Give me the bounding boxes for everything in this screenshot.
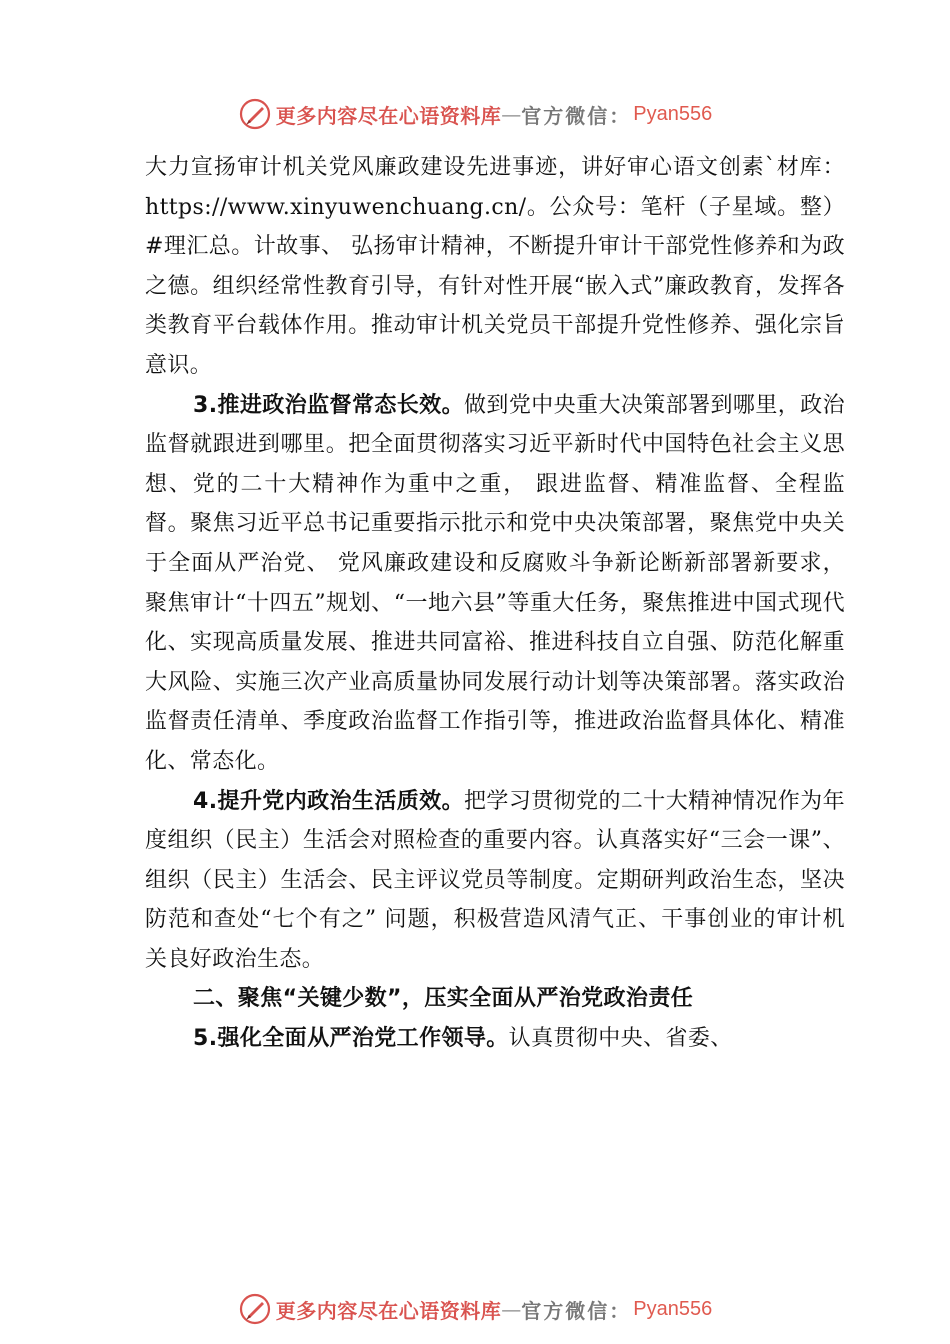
- footer-promo-text: 更多内容尽在心语资料库: [275, 1298, 502, 1323]
- footer-wechat-label: 官方微信：: [521, 1298, 632, 1323]
- paragraph-party-life: [145, 782, 845, 980]
- header-wechat-label: 官方微信：: [521, 103, 632, 128]
- footer-banner: [0, 1287, 950, 1331]
- heading-party-life: 4.提升党内政治生活质效。: [193, 788, 464, 814]
- text-party-life: 把学习贯彻党的二十大精神情况作为年度组织（民主）生活会对照检查的重要内容。认真落实好“三会一课”、组织（民主）生活会、民主评议党员等制度。定期研判政治生态，坚决防范和查处“七个有之” 问题，积极营造风清气正、干事创业的审计机关良好政治生态。: [145, 788, 845, 972]
- paragraph-intro: 大力宣扬审计机关党风廉政建设先进事迹，讲好审心语文创素`材库：https://www.xinyuwenchuang.cn/。公众号：笔杆（子星域。整）#理汇总。计故事、 弘扬审计精神，不断提升审计干部党性修养和为政之德。组织经常性教育引导，有针对性开展“嵌入式”廉政教育，发挥各类教育平台载体作用。推动审计机关党员干部提升党性修养、强化宗旨意识。: [145, 155, 845, 378]
- document-body: [145, 148, 845, 1059]
- pen-seal-logo-icon: [238, 1292, 272, 1326]
- heading-leadership: 5.强化全面从严治党工作领导。: [193, 1026, 509, 1052]
- footer-separator: —: [501, 1297, 522, 1321]
- paragraph-leadership: [145, 1019, 845, 1059]
- text-leadership: 认真贯彻中央、省委、: [508, 1026, 733, 1052]
- header-wechat-id: Pyan556: [633, 102, 713, 125]
- header-promo-text: 更多内容尽在心语资料库: [275, 103, 502, 128]
- footer-wechat-id: Pyan556: [633, 1297, 713, 1320]
- section-heading-two: 二、聚焦“关键少数”，压实全面从严治党政治责任: [193, 986, 694, 1012]
- paragraph-political-supervision: [145, 386, 845, 782]
- pen-seal-logo-icon: [238, 97, 272, 131]
- header-separator: —: [501, 102, 522, 126]
- heading-political-supervision: 3.推进政治监督常态长效。: [193, 392, 464, 418]
- text-political-supervision: 做到党中央重大决策部署到哪里，政治监督就跟进到哪里。把全面贯彻落实习近平新时代中国特色社会主义思想、党的二十大精神作为重中之重， 跟进监督、精准监督、全程监督。聚焦习近平总书记重要指示批示和党中央决策部署，聚焦党中央关于全面从严治党、 党风廉政建设和反腐败斗争新论断新部署新要求，聚焦审计“十四五”规划、“一地六县”等重大任务，聚焦推进中国式现代化、实现高质量发展、推进共同富裕、推进科技自立自强、防范化解重大风险、实施三次产业高质量协同发展行动计划等决策部署。落实政治监督责任清单、季度政治监督工作指引等，推进政治监督具体化、精准化、常态化。: [145, 392, 845, 774]
- header-banner: [0, 92, 950, 136]
